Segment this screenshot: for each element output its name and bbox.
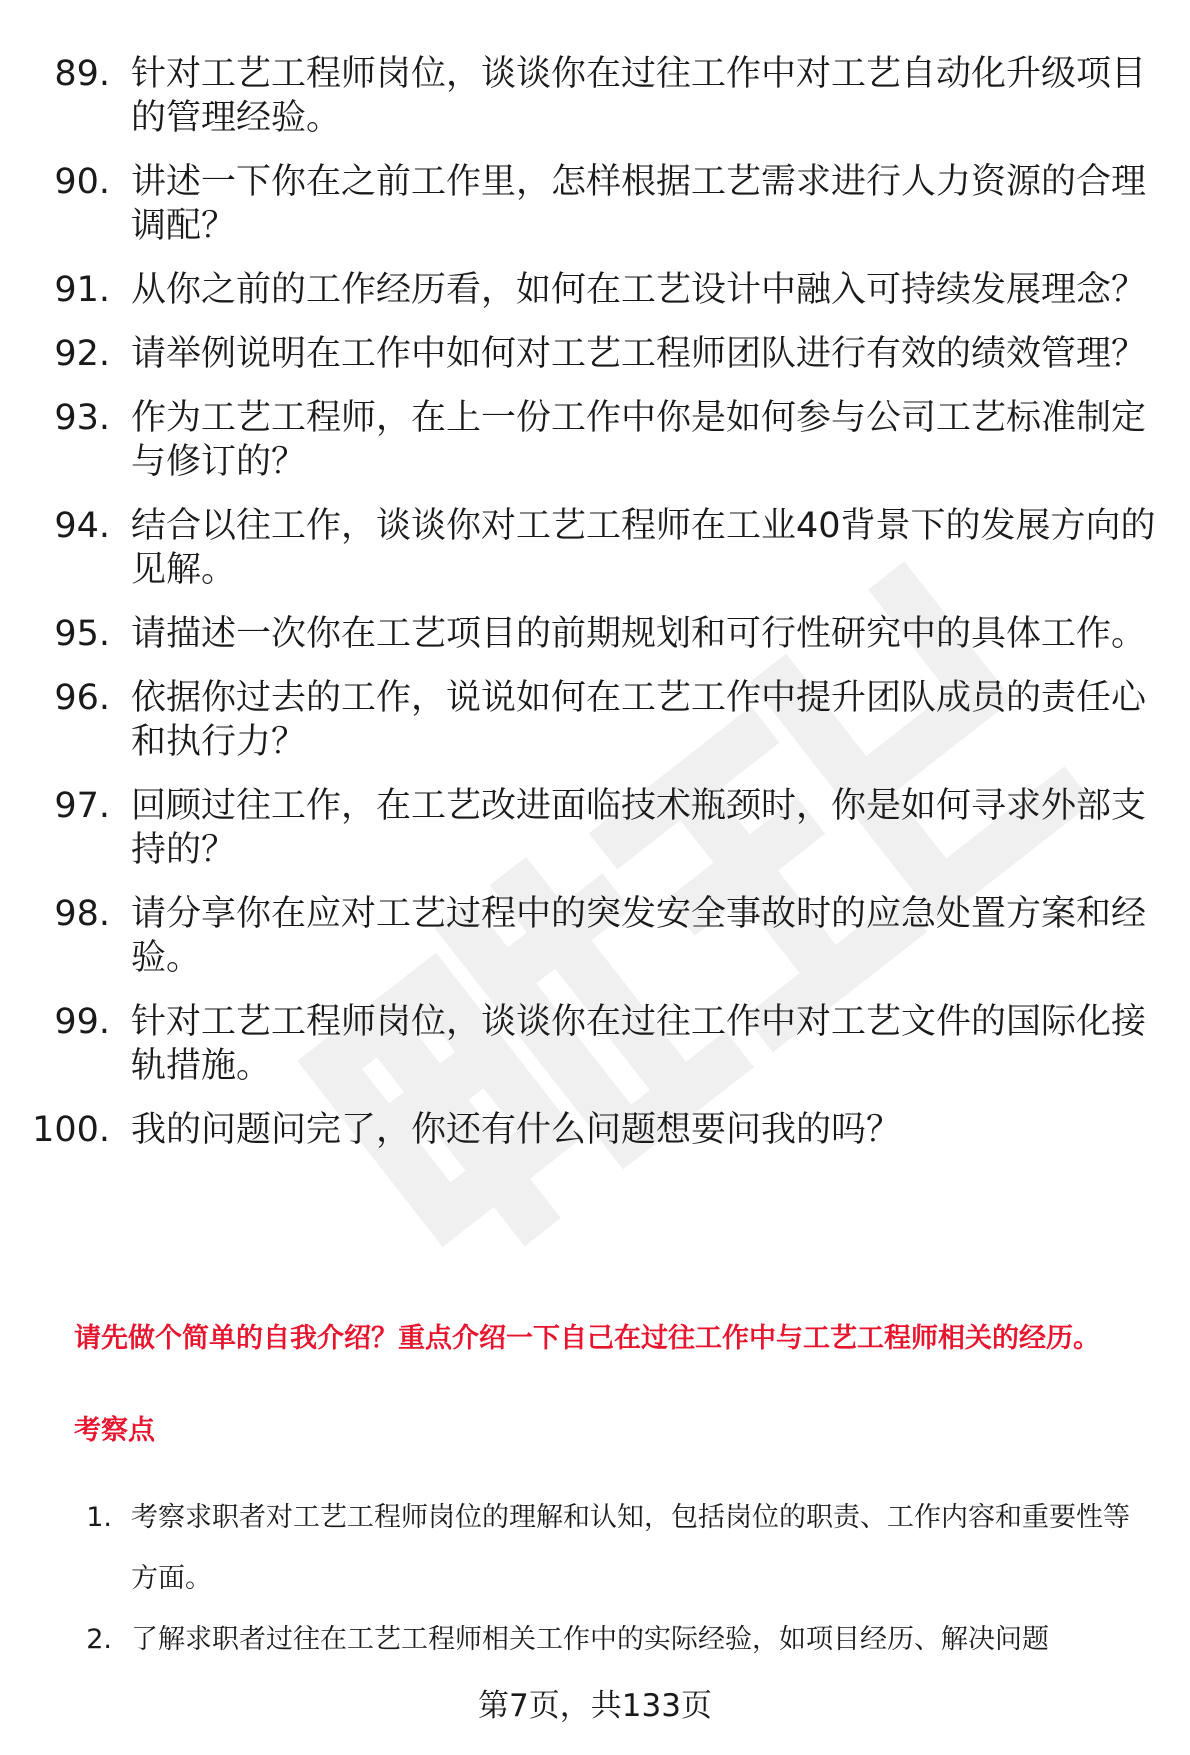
question-item (0, 160, 1190, 248)
question-number: 96. (54, 678, 110, 718)
list-item (0, 1609, 1190, 1670)
question-item (0, 332, 1190, 376)
question-number: 89. (54, 54, 110, 94)
question-item (0, 52, 1190, 140)
question-text: 作为工艺工程师，在上一份工作中你是如何参与公司工艺标准制定与修订的？ (131, 398, 1147, 482)
question-text: 请描述一次你在工艺项目的前期规划和可行性研究中的具体工作。 (131, 614, 1147, 654)
question-text: 依据你过去的工作，说说如何在工艺工作中提升团队成员的责任心和执行力？ (131, 678, 1147, 762)
question-item (0, 676, 1190, 764)
point-number: 2. (86, 1624, 112, 1655)
question-text: 针对工艺工程师岗位，谈谈你在过往工作中对工艺自动化升级项目的管理经验。 (131, 54, 1147, 138)
question-number: 95. (54, 614, 110, 654)
question-text: 我的问题问完了，你还有什么问题想要问我的吗？ (131, 1110, 902, 1150)
point-number: 1. (86, 1502, 112, 1533)
question-item (0, 268, 1190, 312)
question-text: 回顾过往工作，在工艺改进面临技术瓶颈时，你是如何寻求外部支持的？ (131, 786, 1147, 870)
assessment-points-list (0, 1487, 1190, 1670)
question-number: 94. (54, 506, 110, 546)
question-number: 99. (54, 1002, 110, 1042)
question-item (0, 396, 1190, 484)
question-number: 90. (54, 162, 110, 202)
page-indicator: 第7页，共133页 (478, 1688, 712, 1724)
question-text: 结合以往工作，谈谈你对工艺工程师在工业40背景下的发展方向的见解。 (131, 506, 1156, 590)
question-item (0, 892, 1190, 980)
question-number: 92. (54, 334, 110, 374)
question-text: 针对工艺工程师岗位，谈谈你在过往工作中对工艺文件的国际化接轨措施。 (131, 1002, 1147, 1086)
question-text: 讲述一下你在之前工作里，怎样根据工艺需求进行人力资源的合理调配？ (131, 162, 1147, 246)
question-item (0, 784, 1190, 872)
question-item (0, 1108, 1190, 1152)
section-subheading: 考察点 (74, 1415, 155, 1446)
list-item (0, 1487, 1190, 1609)
question-text: 请举例说明在工作中如何对工艺工程师团队进行有效的绩效管理？ (131, 334, 1147, 374)
point-text: 考察求职者对工艺工程师岗位的理解和认知，包括岗位的职责、工作内容和重要性等方面。 (131, 1502, 1130, 1594)
question-number: 93. (54, 398, 110, 438)
question-number: 98. (54, 894, 110, 934)
question-number: 97. (54, 786, 110, 826)
question-number: 100. (32, 1110, 110, 1150)
section-title: 请先做个简单的自我介绍？重点介绍一下自己在过往工作中与工艺工程师相关的经历。 (74, 1323, 1100, 1354)
question-item (0, 504, 1190, 592)
question-number: 91. (54, 270, 110, 310)
question-item (0, 612, 1190, 656)
question-text: 请分享你在应对工艺过程中的突发安全事故时的应急处置方案和经验。 (131, 894, 1147, 978)
point-text: 了解求职者过往在工艺工程师相关工作中的实际经验，如项目经历、解决问题 (131, 1624, 1049, 1655)
question-list (0, 52, 1190, 1172)
question-item (0, 1000, 1190, 1088)
question-text: 从你之前的工作经历看，如何在工艺设计中融入可持续发展理念？ (131, 270, 1147, 310)
